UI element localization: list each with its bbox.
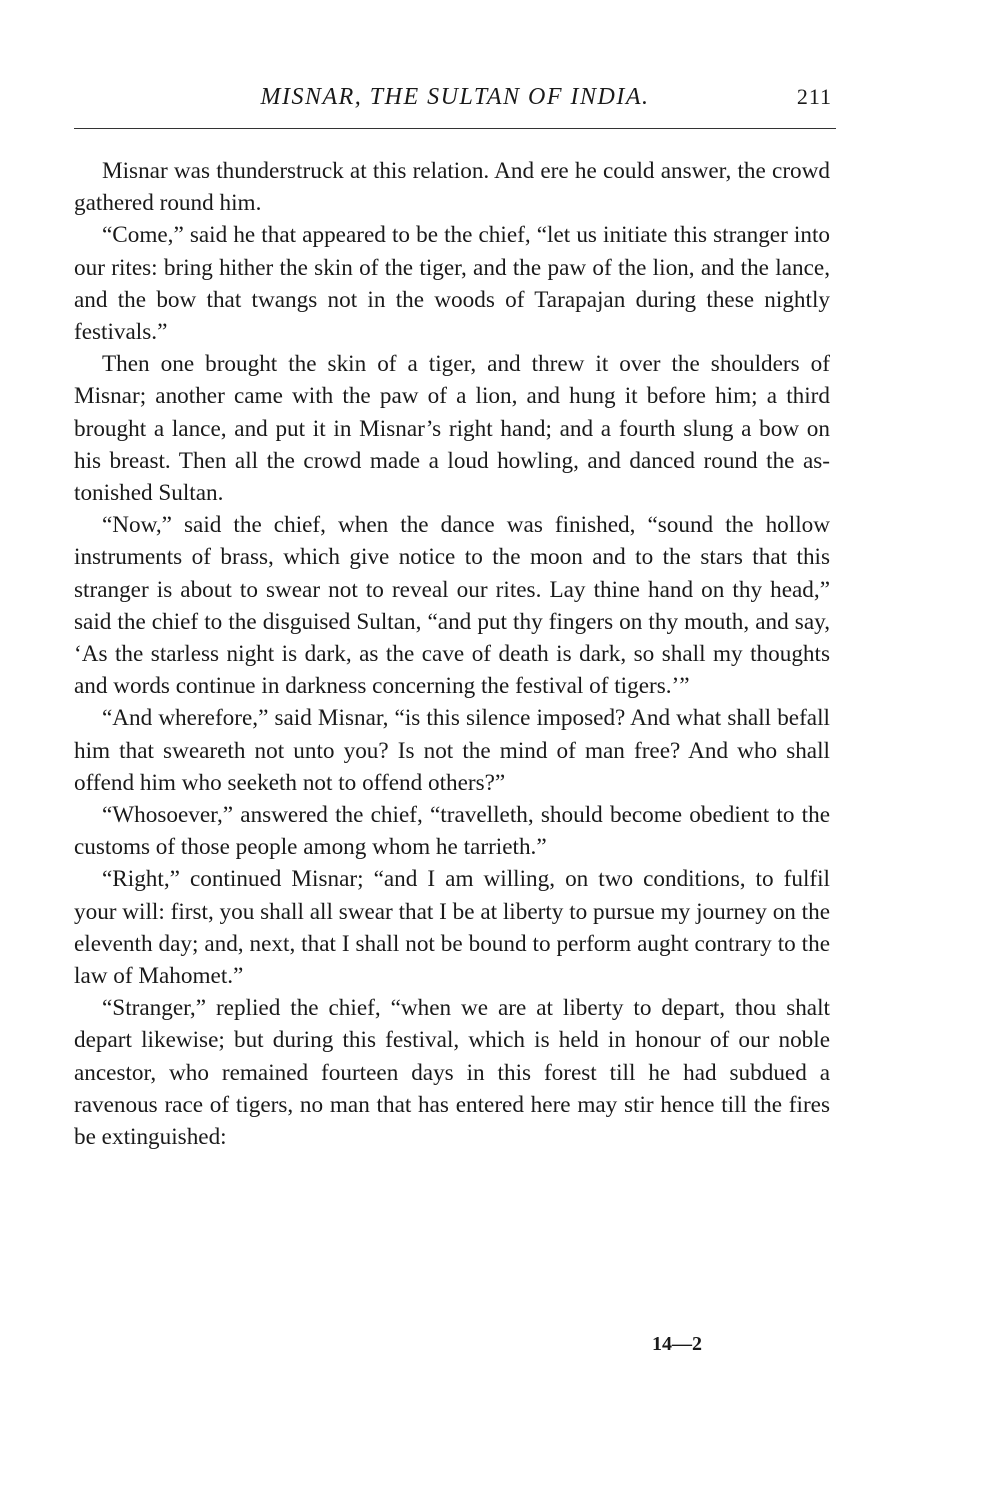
running-head <box>74 84 836 120</box>
paragraph: “Whosoever,” answered the chief, “travelleth, should become obedient to the customs of those people among whom he tarrieth.” <box>74 802 830 861</box>
paragraph: “And wherefore,” said Misnar, “is this silence imposed? And what shall befall him that sweareth not unto you? Is not the mind of man free? And who shall offend him who seeketh not to offend others?” <box>74 705 830 796</box>
header-rule <box>74 128 836 129</box>
paragraph: “Now,” said the chief, when the dance was finished, “sound the hollow instruments of brass, which give notice to the moon and to the stars that this stranger is about to swear not to reveal our rites. Lay thine hand on thy head,” said the chief to the disguised Sultan, “and put thy fingers on thy mouth, and say, ‘As the starless night is dark, as the cave of death is dark, so shall my thoughts and words continue in darkness concerning the festival of tigers.’” <box>74 512 830 700</box>
page-number: 211 <box>796 84 832 109</box>
paragraph: Then one brought the skin of a tiger, and threw it over the shoulders of Misnar; another came with the paw of a lion, and hung it before him; a third brought a lance, and put it in Misnar’s right hand; and a fourth slung a bow on his breast. Then all the crowd made a loud howling, and danced round the astonished Sultan. <box>74 351 830 507</box>
paragraph: Misnar was thunderstruck at this relation. And ere he could answer, the crowd gathered round him. <box>74 158 830 217</box>
signature-mark: 14—2 <box>652 1333 702 1355</box>
paragraph: “Stranger,” replied the chief, “when we are at liberty to depart, thou shalt depart likewise; but during this festival, which is held in honour of our noble ancestor, who remained fourteen days in this forest till he had subdued a ravenous race of tigers, no man that has entered here may stir hence till the fires be extinguished: <box>74 995 830 1151</box>
paragraph: “Right,” continued Misnar; “and I am willing, on two conditions, to fulfil your will: first, you shall all swear that I be at liberty to pursue my journey on the eleventh day; and, next, that I shall not be bound to perform aught contrary to the law of Mahomet.” <box>74 866 831 990</box>
paragraph: “Come,” said he that appeared to be the chief, “let us initiate this stranger into our rites: bring hither the skin of the tiger, and the paw of the lion, and the lance, and the bow that twangs not in the woods of Tarapajan during these nightly festivals.” <box>74 222 830 346</box>
running-title: MISNAR, THE SULTAN OF INDIA. <box>260 84 650 110</box>
body-text <box>74 155 830 1153</box>
